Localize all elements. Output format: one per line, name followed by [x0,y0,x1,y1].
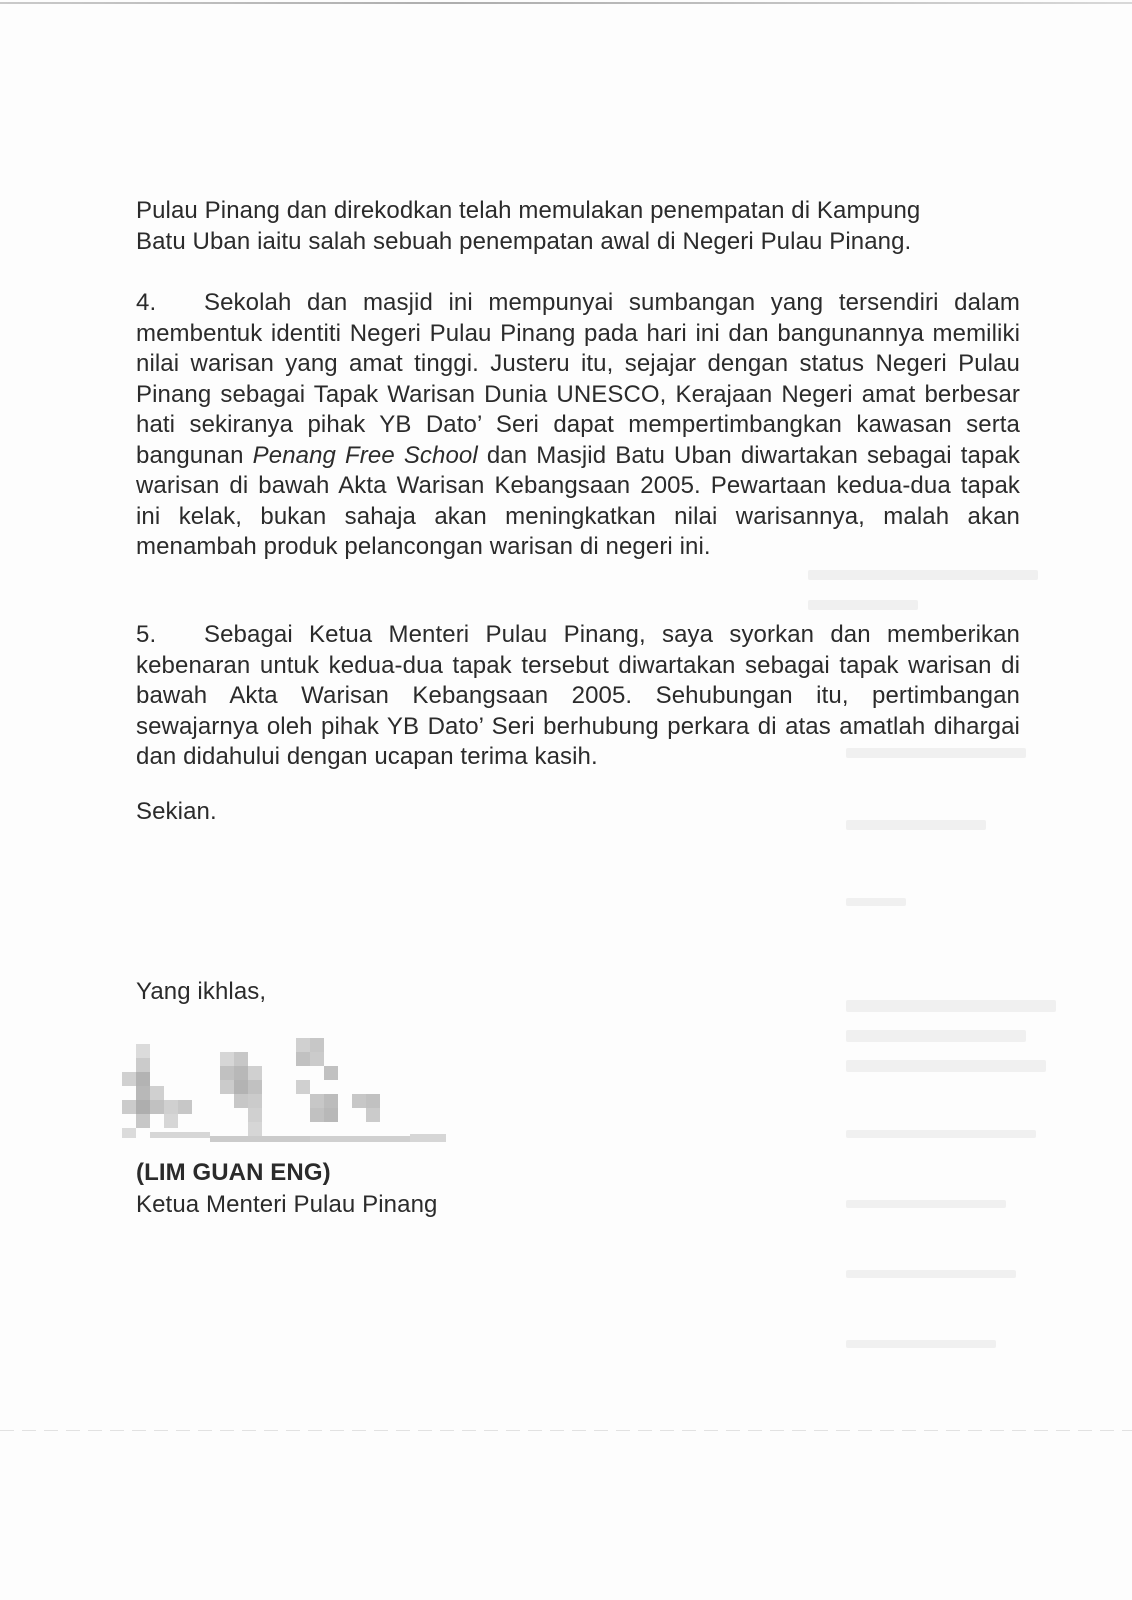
signature-blurred [116,1032,456,1172]
paragraph-text: Sebagai Ketua Menteri Pulau Pinang, saya syorkan dan memberikan kebenaran untuk kedua-dua tapak tersebut diwartakan sebagai tapak warisan di bawah Akta Warisan Kebangsaan 2005. Sehubungan itu, pertimbangan sewajarnya oleh pihak YB Dato’ Seri berhubung perkara di atas amatlah dihargai dan didahului dengan ucapan terima kasih. [136,621,1020,770]
closing-text: Sekian. [136,798,217,825]
bleed-through-mark [846,1340,996,1348]
signatory-title: Ketua Menteri Pulau Pinang [136,1191,438,1218]
bleed-through-mark [808,600,918,610]
paragraph-5 [136,620,1020,773]
scan-bottom-mark [0,1430,1132,1431]
bleed-through-mark [808,570,1038,580]
salutation: Yang ikhlas, [136,978,267,1005]
bleed-through-mark [846,1030,1026,1042]
paragraph-text: dan Masjid Batu Uban diwartakan sebagai tapak warisan di bawah Akta Warisan Kebangsaan 2005. Pewartaan kedua-dua tapak ini kelak, bukan sahaja akan meningkatkan nilai warisannya, malah akan menambah produk pelancongan warisan di negeri ini. [136,441,1020,560]
bleed-through-mark [846,1130,1036,1138]
bleed-through-mark [846,1060,1046,1072]
school-name-italic: Penang Free School [252,441,478,469]
intro-paragraph [136,196,1020,257]
signatory-name: (LIM GUAN ENG) [136,1159,331,1186]
bleed-through-mark [846,1270,1016,1278]
scan-edge-line [0,2,1132,4]
paragraph-number: 4. [136,289,157,316]
intro-line: Batu Uban iaitu salah sebuah penempatan awal di Negeri Pulau Pinang. [136,227,912,255]
paragraph-4 [136,288,1020,563]
paragraph-text: Sekolah dan masjid ini mempunyai sumbangan yang tersendiri dalam membentuk identiti Negeri Pulau Pinang pada hari ini dan bangunannya memiliki nilai warisan yang amat tinggi. Justeru itu, sejajar dengan status Negeri Pulau Pinang sebagai Tapak Warisan Dunia UNESCO, Kerajaan Negeri amat berbesar hati sekiranya pihak YB Dato’ Seri dapat mempertimbangkan kawasan serta bangunan [136,289,1020,469]
bleed-through-mark [846,898,906,906]
intro-line: Pulau Pinang dan direkodkan telah memulakan penempatan di Kampung [136,197,921,224]
paragraph-number: 5. [136,621,157,648]
